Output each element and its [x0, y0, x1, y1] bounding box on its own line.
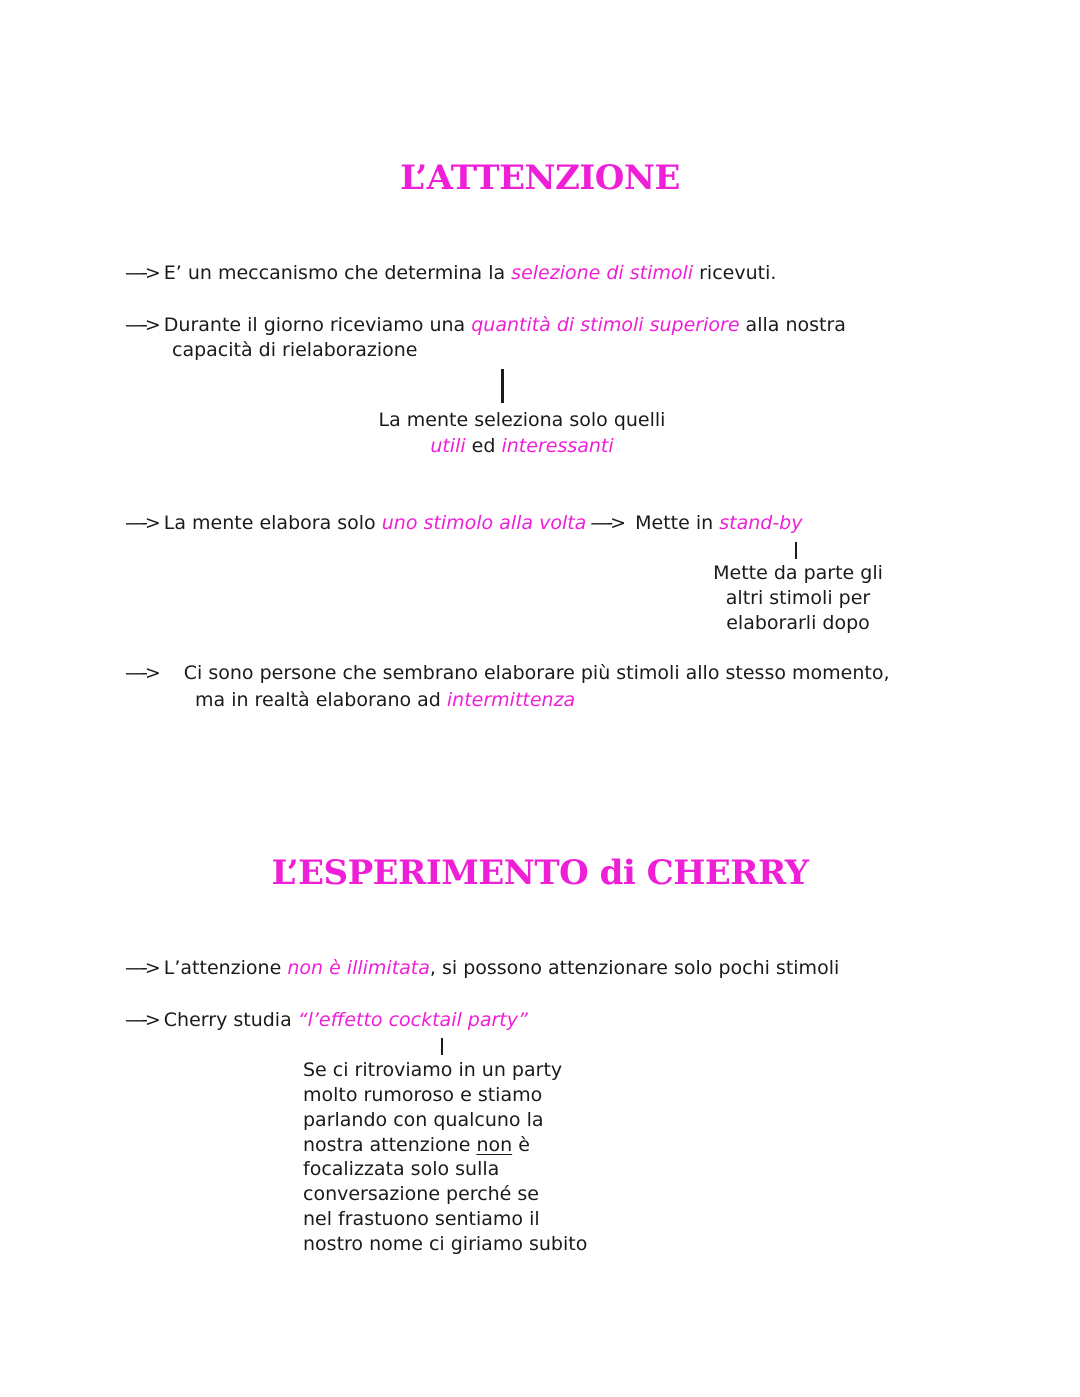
arrow-icon: —->: [125, 262, 158, 284]
connector-line: [441, 1038, 443, 1055]
bullet-limited: —-> L’attenzione non è illimitata, si possono attenzionare solo pochi stimoli: [125, 957, 840, 979]
arrow-icon: —->: [125, 662, 158, 684]
bullet-quantity-line2: capacità di rielaborazione: [172, 339, 418, 361]
branch-selection-line1: La mente seleziona solo quelli: [378, 409, 666, 431]
page-title: L’ATTENZIONE: [400, 158, 680, 198]
branch-standby-line2: altri stimoli per: [725, 587, 871, 609]
connector-line: [795, 542, 797, 559]
bullet-intermittence: —-> Ci sono persone che sembrano elaborare più stimoli allo stesso momento,: [125, 662, 890, 684]
note-line: nel frastuono sentiamo il: [303, 1208, 540, 1230]
note-line: Se ci ritroviamo in un party: [303, 1059, 563, 1081]
bullet-selection: —-> E’ un meccanismo che determina la selezione di stimoli ricevuti.: [125, 262, 777, 284]
arrow-icon: —->: [125, 314, 158, 336]
arrow-icon: —->: [125, 957, 158, 979]
bullet-intermittence-line2: ma in realtà elaborano ad intermittenza: [195, 689, 576, 711]
bullet-quantity: —-> Durante il giorno riceviamo una quantità di stimoli superiore alla nostra: [125, 314, 846, 336]
connector-line: [501, 369, 504, 403]
note-line: molto rumoroso e stiamo: [303, 1084, 543, 1106]
bullet-cocktail: —-> Cherry studia “l’effetto cocktail party”: [125, 1009, 528, 1031]
arrow-icon: —->: [125, 512, 158, 534]
arrow-icon: —->: [125, 1009, 158, 1031]
note-line: nostra attenzione non è: [303, 1134, 530, 1156]
bullet-one-stimulus: —-> La mente elabora solo uno stimolo alla volta —-> Mette in stand-by: [125, 512, 803, 534]
arrow-icon: —->: [590, 512, 624, 534]
note-line: focalizzata solo sulla: [303, 1158, 500, 1180]
branch-standby-line1: Mette da parte gli: [713, 562, 883, 584]
note-line: nostro nome ci giriamo subito: [303, 1233, 588, 1255]
note-line: conversazione perché se: [303, 1183, 539, 1205]
branch-selection-line2: utili ed interessanti: [430, 435, 614, 457]
section-title: L’ESPERIMENTO di CHERRY: [271, 853, 809, 893]
note-line: parlando con qualcuno la: [303, 1109, 544, 1131]
branch-standby-line3: elaborarli dopo: [726, 612, 870, 634]
